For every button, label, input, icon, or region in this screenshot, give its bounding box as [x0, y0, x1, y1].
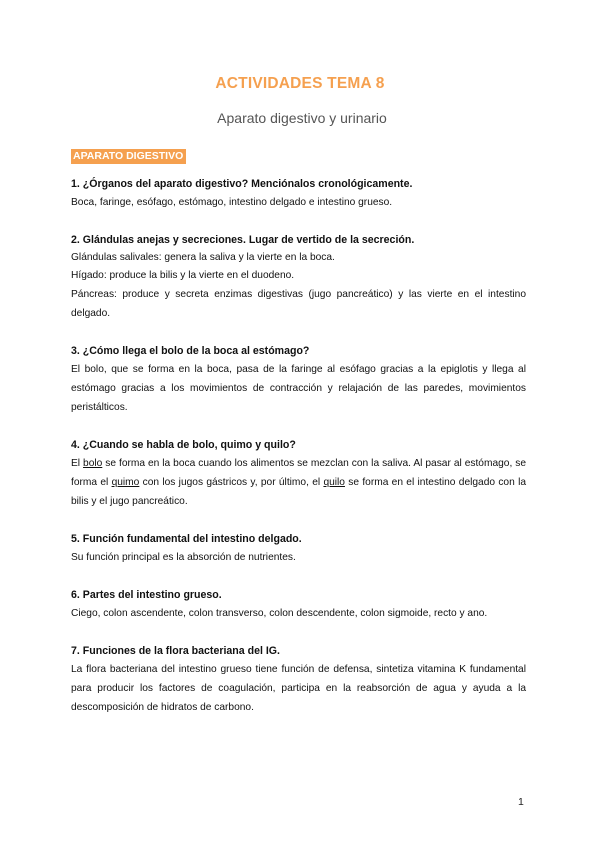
question-answer: El bolo, que se forma en la boca, pasa de la faringe al esófago gracias a la epiglotis y llega al estómago gracias a los movimientos de contracción y relajación de las paredes, movimientos peristálticos. [71, 364, 526, 413]
answer-text: se forma en el intestino delgado con la bilis y el jugo pancreático. [71, 477, 526, 507]
section-tag: APARATO DIGESTIVO [71, 149, 186, 164]
question-answer [71, 454, 526, 511]
question-7 [71, 643, 526, 717]
question-title: 5. Función fundamental del intestino delgado. [71, 533, 302, 545]
answer-line: Glándulas salivales: genera la saliva y la vierte en la boca. [71, 252, 335, 263]
question-2 [71, 232, 526, 323]
question-4 [71, 437, 526, 511]
question-title: 2. Glándulas anejas y secreciones. Lugar de vertido de la secreción. [71, 234, 415, 246]
answer-line: Páncreas: produce y secreta enzimas digestivas (jugo pancreático) y las vierte en el intestino delgado. [71, 289, 526, 319]
question-5 [71, 531, 526, 567]
answer-text: con los jugos gástricos y, por último, el [139, 477, 324, 488]
term-quimo: quimo [111, 477, 140, 488]
question-answer: Ciego, colon ascendente, colon transverso, colon descendente, colon sigmoide, recto y ano. [71, 608, 488, 619]
page-subtitle: Aparato digestivo y urinario [217, 110, 387, 126]
answer-line: Hígado: produce la bilis y la vierte en el duodeno. [71, 270, 295, 281]
questions-list [71, 176, 526, 737]
page-title: ACTIVIDADES TEMA 8 [215, 75, 385, 92]
question-3 [71, 343, 526, 417]
question-answer: Boca, faringe, esófago, estómago, intestino delgado e intestino grueso. [71, 197, 393, 208]
question-title: 7. Funciones de la flora bacteriana del IG. [71, 645, 280, 657]
answer-text: El [71, 458, 84, 469]
term-bolo: bolo [83, 458, 103, 469]
question-1 [71, 176, 526, 212]
term-quilo: quilo [323, 477, 345, 488]
question-title: 6. Partes del intestino grueso. [71, 589, 222, 601]
answer-text: se forma en la boca cuando los alimentos se mezclan con la saliva. Al pasar al estómago, se forma el [71, 458, 527, 488]
question-title: 3. ¿Cómo llega el bolo de la boca al estómago? [71, 345, 310, 357]
question-answer: Su función principal es la absorción de nutrientes. [71, 552, 296, 563]
question-title: 4. ¿Cuando se habla de bolo, quimo y quilo? [71, 439, 296, 451]
page-number: 1 [518, 796, 524, 808]
question-6 [71, 587, 526, 623]
question-title: 1. ¿Órganos del aparato digestivo? Menciónalos cronológicamente. [71, 178, 413, 190]
question-answer: La flora bacteriana del intestino grueso tiene función de defensa, sintetiza vitamina K fundamental para producir los factores de coagulación, participa en la reabsorción de agua y ayuda a la descomposición de hidratos de carbono. [71, 664, 526, 713]
